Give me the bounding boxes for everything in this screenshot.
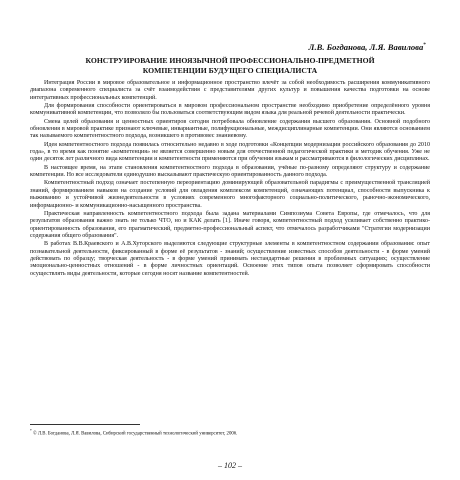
- paragraph: В работах В.В.Краевского и А.В.Хуторского выделяются следующие структурные элементы в компетентностном содержании образования: опыт познавательной деятельности, фиксированный в форме её результатов - знаний; осуществление известных способов деятельности - в форме умений действовать по образцу; творческая деятельность - в форме умений принимать нестандартные решения в проблемных ситуациях; осуществление эмоционально-ценностных отношений - в форме личностных ориентаций. Освоение этих типов опыта позволяет сформировать способности осуществлять виды деятельности, которые сегодня носят название компетентностей.: [30, 241, 430, 277]
- footnote-marker: *: [30, 429, 32, 433]
- footnote-divider: [30, 424, 140, 425]
- title-line-2: КОМПЕТЕНЦИИ БУДУЩЕГО СПЕЦИАЛИСТА: [142, 65, 318, 75]
- paragraph: Интеграция России в мировое образовательное и информационное пространство влечёт за собой необходимость расширения коммуникативного диапазона современного специалиста за счёт взаимодействия с представителями других культур и повышения качества подготовки на основе интегративных профессиональных компетенций.: [30, 80, 430, 101]
- page-number: – 102 –: [218, 461, 242, 470]
- paragraph: Для формирования способности ориентироваться в мировом профессиональном пространстве необходимо приобретение определённого уровня коммуникативной компетенции, что позволяло бы пользоваться соответствующим видом языка для реальной речевой деятельности практически.: [30, 103, 430, 117]
- paragraph: В настоящее время, на этапе становления компетентностного подхода в образовании, учёные по-разному определяют структуру и содержание компетенции. Но все исследователи единодушно высказывают практическую ориентированность данного подхода.: [30, 164, 430, 179]
- paragraph: Идея компетентностного подхода появилась относительно недавно в ходе подготовки «Концепции модернизации российского образования до 2010 года», в то время как понятие «компетенция» не является совершенно новым для отечественной педагогической практики и методик обучения. Уже не один десяток лет различного вида компетенции и компетентности применяются при обучении языкам и рассматриваются в филологических дисциплинах.: [30, 141, 430, 163]
- body-text: [30, 80, 430, 279]
- title-line-1: КОНСТРУИРОВАНИЕ ИНОЯЗЫЧНОЙ ПРОФЕССИОНАЛЬНО-ПРЕДМЕТНОЙ: [85, 56, 375, 65]
- authors-text: Л.В. Богданова, Л.Я. Вавилова: [308, 42, 424, 52]
- authors-footnote-marker: *: [423, 42, 426, 49]
- authors: [230, 42, 426, 52]
- paragraph: Практическая направленность компетентностного подхода была задана материалами Симпозиума Совета Европы, где отмечалось, что для результатов образования важно знать не только ЧТО, но и КАК делать [1]. Иначе говоря, компетентностный подход усиливает собственно практико-ориентированность образования, его прагматический, предметно-профессиональный аспект, что отмечалось разработчиками "Стратегии модернизации содержания общего образования".: [30, 210, 430, 239]
- paragraph: Компетентностный подход означает постепенную переориентацию доминирующей образовательной парадигмы с преимущественной трансляцией знаний, формированием навыков на создание условий для овладения комплексом компетенций, означающих потенциал, способности выпускника к выживанию и устойчивой жизнедеятельности в условиях современного многофакторного социально-политического, рыночно-экономического, информационно- и коммуникационно-насыщенного пространства.: [30, 180, 430, 209]
- footnote: [30, 428, 430, 438]
- paragraph: Смена целей образования и ценностных ориентиров сегодня потребовала обновление содержания высшего образования. Основной подобного обновления в мировой практике признают ключевые, инвариантные, полифукциональные, междисциплинарные компетенции. Они являются основанием так называемого компетентностного подхода, возникшего в противовес знаниевому.: [30, 118, 430, 140]
- footnote-text: © Л.В. Богданова, Л.Я. Вавилова, Сибирский государственный технологический университет, 2006.: [33, 431, 238, 437]
- paper-title: [30, 56, 430, 75]
